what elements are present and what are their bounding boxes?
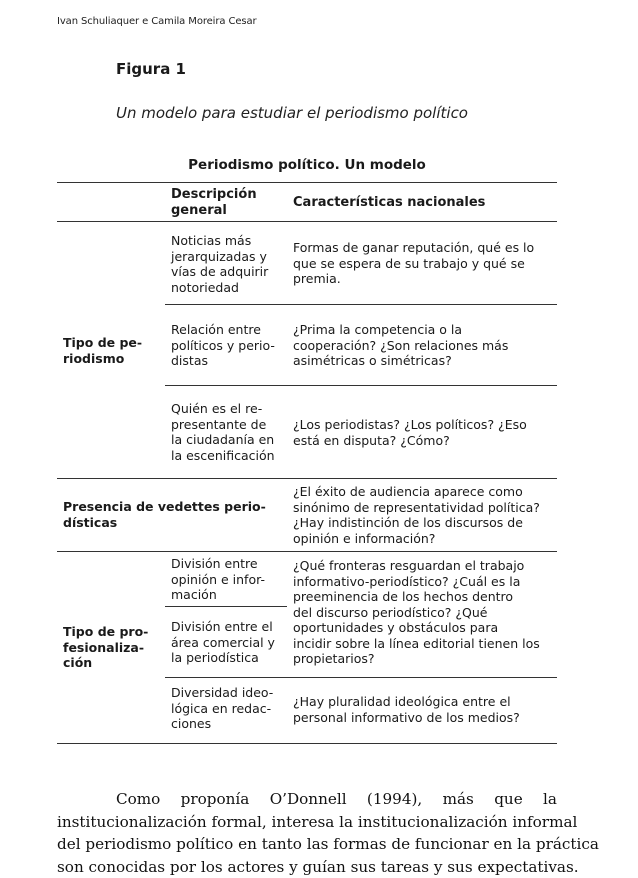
cell-general-relacion: Relación entre políticos y perio- distas bbox=[171, 322, 275, 369]
cell-general-opinion: División entre opinión e infor- mación bbox=[171, 556, 265, 603]
figure-caption: Un modelo para estudiar el periodismo político bbox=[116, 104, 468, 122]
table-bottom-rule bbox=[57, 743, 557, 744]
cell-national-pluralidad: ¿Hay pluralidad ideológica entre el personal informativo de los medios? bbox=[293, 694, 520, 725]
group-divider bbox=[57, 478, 557, 479]
header-general-description: Descripción general bbox=[171, 187, 257, 219]
table-top-rule bbox=[57, 182, 557, 183]
cell-general-comercial: División entre el área comercial y la periodística bbox=[171, 619, 275, 666]
body-paragraph bbox=[57, 788, 557, 878]
row-divider bbox=[165, 677, 557, 678]
group-label-vedettes: Presencia de vedettes perio- dísticas bbox=[63, 499, 266, 530]
header-national-characteristics: Características nacionales bbox=[293, 195, 485, 211]
row-divider bbox=[165, 385, 557, 386]
paragraph-line: institucionalización formal, interesa la institucionalización informal bbox=[57, 811, 557, 834]
paragraph-line: del periodismo político en tanto las formas de funcionar en la práctica bbox=[57, 833, 557, 856]
cell-general-noticias: Noticias más jerarquizadas y vías de adquirir notoriedad bbox=[171, 233, 268, 295]
paragraph-first-line: Como proponía O’Donnell (1994), más que la bbox=[57, 788, 557, 811]
cell-general-representante: Quién es el re- presentante de la ciudadanía en la escenificación bbox=[171, 401, 275, 463]
cell-national-fronteras: ¿Qué fronteras resguardan el trabajo informativo-periodístico? ¿Cuál es la preeminencia de los hechos dentro del discurso periodístico? ¿Qué oportunidades y obstáculos para incidir sobre la línea editorial tienen los propietarios? bbox=[293, 558, 540, 667]
paragraph-line: son conocidas por los actores y guían sus tareas y sus expectativas. bbox=[57, 856, 557, 878]
row-divider bbox=[165, 304, 557, 305]
cell-national-audiencia: ¿El éxito de audiencia aparece como sinónimo de representatividad política? ¿Hay indistinción de los discursos de opinión e información? bbox=[293, 484, 540, 546]
running-header: Ivan Schuliaquer e Camila Moreira Cesar bbox=[57, 16, 257, 27]
cell-national-competencia: ¿Prima la competencia o la cooperación? ¿Son relaciones más asimétricas o simétricas? bbox=[293, 322, 508, 369]
cell-general-diversidad: Diversidad ideo- lógica en redac- ciones bbox=[171, 685, 273, 732]
cell-national-disputa: ¿Los periodistas? ¿Los políticos? ¿Eso está en disputa? ¿Cómo? bbox=[293, 417, 527, 448]
group-label-profesionalizacion: Tipo de pro- fesionaliza- ción bbox=[63, 624, 148, 671]
group-label-tipo-periodismo: Tipo de pe- riodismo bbox=[63, 335, 142, 366]
row-divider bbox=[165, 606, 287, 607]
cell-national-reputacion: Formas de ganar reputación, qué es lo que se espera de su trabajo y qué se premia. bbox=[293, 240, 534, 287]
header-bottom-rule bbox=[57, 221, 557, 222]
table-title: Periodismo político. Un modelo bbox=[57, 157, 557, 173]
figure-label: Figura 1 bbox=[116, 60, 186, 78]
group-divider bbox=[57, 551, 557, 552]
